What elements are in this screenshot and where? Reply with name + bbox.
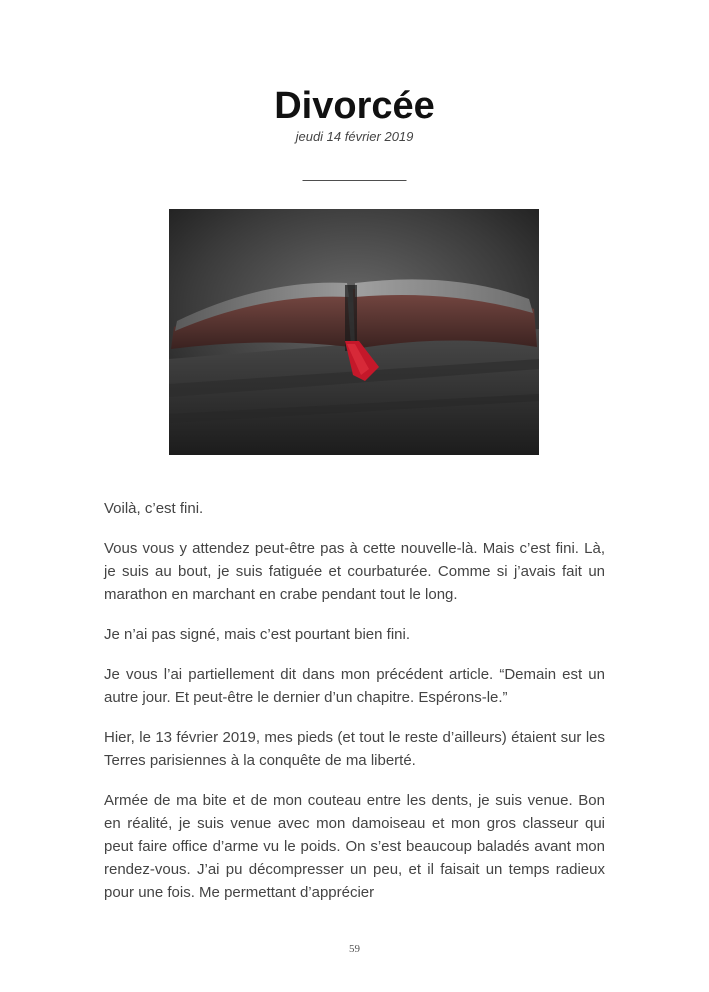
article-date: jeudi 14 février 2019: [295, 129, 414, 144]
paragraph: Je n’ai pas signé, mais c’est pourtant bien fini.: [104, 626, 410, 643]
paragraph: Vous vous y attendez peut-être pas à cette nouvelle-là. Mais c’est fini. Là, je suis au bout, je suis fatiguée et courbaturée. Comme si j’avais fait un marathon en marchant en crabe pendant tout le long.: [104, 540, 605, 603]
page-number: 59: [349, 943, 360, 955]
paragraph: Voilà, c’est fini.: [104, 500, 204, 517]
paragraph: Armée de ma bite et de mon couteau entre les dents, je suis venue. Bon en réalité, je suis venue avec mon damoiseau et mon gros classeur qui peut faire office d’arme vu le poids. On s’est beaucoup baladés avant mon rendez-vous. J’ai pu décompresser un peu, et il faisait un temps radieux pour une fois. Me permettant d’apprécier: [104, 792, 605, 901]
article-body: [104, 497, 605, 921]
paragraph: Je vous l’ai partiellement dit dans mon précédent article. “Demain est un autre jour. Et peut-être le dernier d’un chapitre. Espérons-le.”: [104, 666, 605, 706]
paragraph: Hier, le 13 février 2019, mes pieds (et tout le reste d’ailleurs) étaient sur les Terres parisiennes à la conquête de ma liberté.: [104, 729, 605, 769]
title-separator: ————————: [302, 172, 407, 187]
article-title: Divorcée: [274, 85, 435, 127]
open-book-photo: [169, 209, 539, 455]
